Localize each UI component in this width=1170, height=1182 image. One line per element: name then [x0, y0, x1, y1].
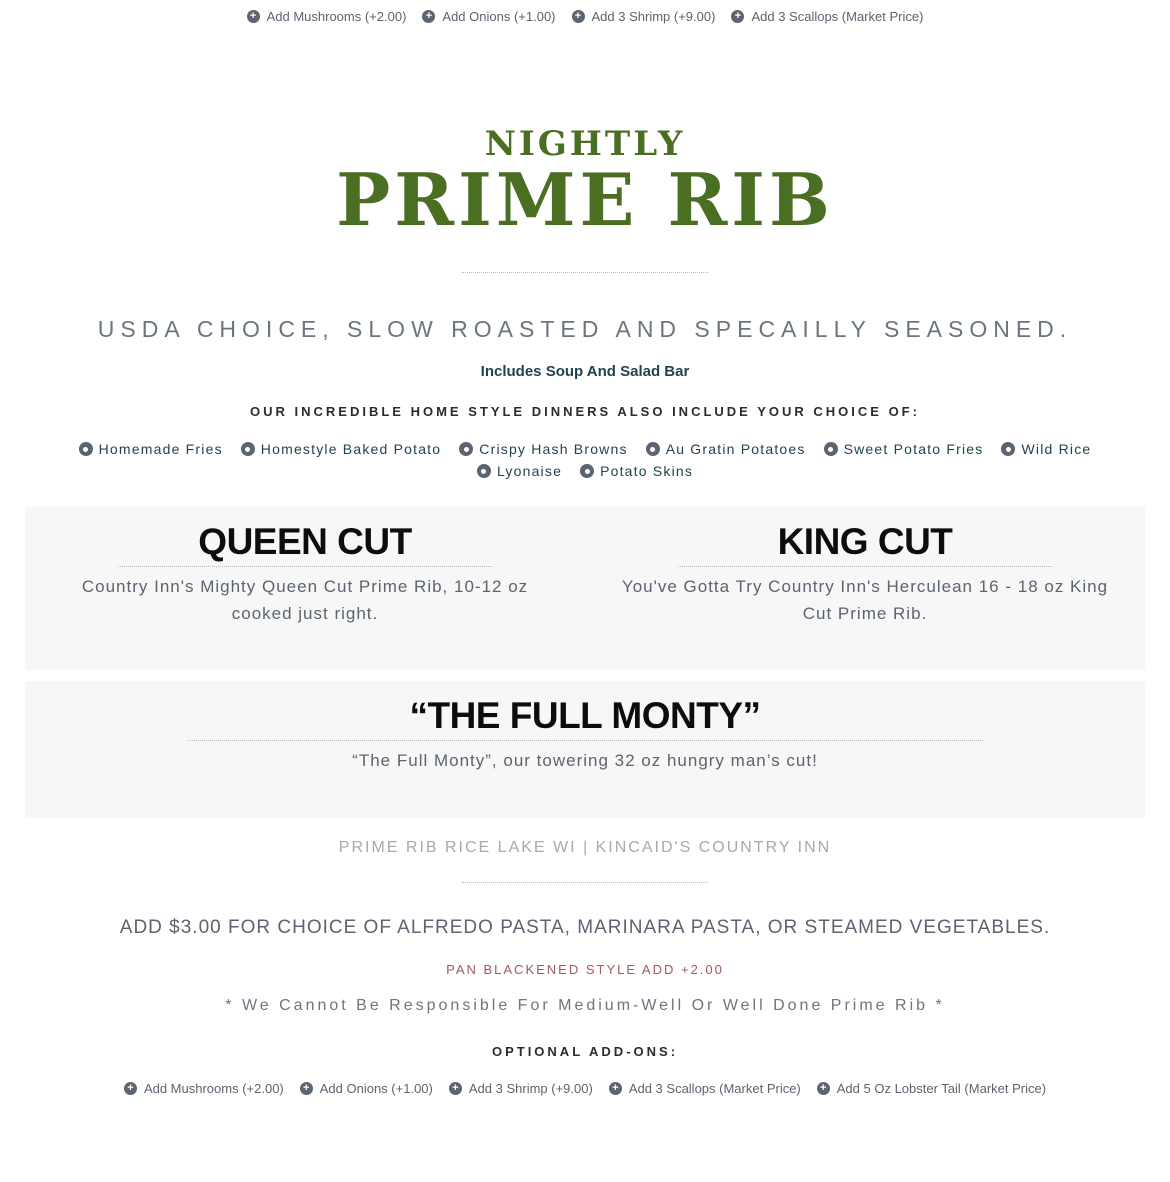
bottom-addons-list: [0, 1081, 1170, 1096]
side-label: Au Gratin Potatoes: [665, 441, 806, 457]
side-option[interactable]: [1001, 441, 1091, 457]
side-label: Crispy Hash Browns: [479, 441, 628, 457]
addon-label: Add 3 Shrimp (+9.00): [591, 9, 716, 24]
side-option[interactable]: [646, 441, 806, 457]
plus-circle-icon: +: [731, 10, 744, 23]
radio-dot-icon: [646, 442, 660, 456]
optional-addons-heading: OPTIONAL ADD-ONS:: [491, 1044, 679, 1059]
addon-label: Add 5 Oz Lobster Tail (Market Price): [836, 1081, 1047, 1096]
addon-item[interactable]: [731, 9, 923, 24]
addon-item[interactable]: [572, 9, 716, 24]
queen-cut-card: [55, 520, 555, 627]
addon-label: Add Onions (+1.00): [442, 9, 556, 24]
side-option[interactable]: [580, 463, 693, 479]
title-big: PRIME RIB: [336, 157, 834, 242]
king-cut-divider: [678, 566, 1053, 567]
side-option[interactable]: [477, 463, 562, 479]
footer-divider: [462, 882, 708, 883]
tagline: USDA CHOICE, SLOW ROASTED AND SPECAILLY SEASONED.: [97, 316, 1073, 342]
side-option[interactable]: [241, 441, 441, 457]
monty-cut-divider: [188, 740, 983, 741]
side-option[interactable]: [79, 441, 223, 457]
plus-circle-icon: +: [572, 10, 585, 23]
side-label: Lyonaise: [496, 463, 563, 479]
queen-cut-desc: Country Inn's Mighty Queen Cut Prime Rib, 10-12 oz cooked just right.: [81, 577, 529, 623]
radio-dot-icon: [241, 442, 255, 456]
title-divider: [462, 272, 708, 273]
cuts-panel: [25, 507, 1145, 670]
addon-item[interactable]: [817, 1081, 1046, 1096]
radio-dot-icon: [824, 442, 838, 456]
side-label: Homemade Fries: [98, 441, 223, 457]
side-option[interactable]: [459, 441, 627, 457]
radio-dot-icon: [477, 464, 491, 478]
addon-label: Add Onions (+1.00): [319, 1081, 433, 1096]
side-label: Sweet Potato Fries: [843, 441, 984, 457]
plus-circle-icon: +: [247, 10, 260, 23]
addon-label: Add Mushrooms (+2.00): [266, 9, 407, 24]
top-addons-list: [0, 9, 1170, 24]
addon-item[interactable]: [124, 1081, 284, 1096]
king-cut-title: KING CUT: [777, 521, 953, 562]
plus-circle-icon: +: [609, 1082, 622, 1095]
addon-label: Add 3 Scallops (Market Price): [751, 9, 924, 24]
pan-blackened-note: PAN BLACKENED STYLE ADD +2.00: [446, 962, 724, 977]
addon-item[interactable]: [449, 1081, 593, 1096]
radio-dot-icon: [580, 464, 594, 478]
monty-cut-card: [85, 694, 1085, 774]
addon-item[interactable]: [300, 1081, 433, 1096]
includes-text: Includes Soup And Salad Bar: [480, 363, 690, 380]
monty-cut-title: “THE FULL MONTY”: [409, 695, 761, 736]
queen-cut-title: QUEEN CUT: [198, 521, 412, 562]
radio-dot-icon: [459, 442, 473, 456]
side-label: Wild Rice: [1021, 441, 1092, 457]
plus-circle-icon: +: [817, 1082, 830, 1095]
side-option[interactable]: [824, 441, 984, 457]
king-cut-desc: You've Gotta Try Country Inn's Herculean 16 - 18 oz King Cut Prime Rib.: [621, 577, 1109, 623]
addon-label: Add 3 Scallops (Market Price): [628, 1081, 801, 1096]
side-label: Potato Skins: [600, 463, 694, 479]
add-pasta-note: ADD $3.00 FOR CHOICE OF ALFREDO PASTA, MARINARA PASTA, OR STEAMED VEGETABLES.: [119, 917, 1051, 938]
sides-list: [40, 441, 1130, 479]
side-label: Homestyle Baked Potato: [260, 441, 442, 457]
title-small: NIGHTLY: [484, 124, 686, 164]
addon-label: Add Mushrooms (+2.00): [143, 1081, 284, 1096]
queen-cut-divider: [118, 566, 493, 567]
disclaimer: * We Cannot Be Responsible For Medium-Well Or Well Done Prime Rib *: [225, 997, 945, 1014]
choice-heading: OUR INCREDIBLE HOME STYLE DINNERS ALSO INCLUDE YOUR CHOICE OF:: [250, 404, 920, 419]
monty-cut-desc: “The Full Monty”, our towering 32 oz hungry man’s cut!: [352, 751, 818, 770]
addon-item[interactable]: [422, 9, 555, 24]
page-title: [0, 122, 1170, 242]
king-cut-card: [615, 520, 1115, 627]
addon-item[interactable]: [247, 9, 407, 24]
addon-label: Add 3 Shrimp (+9.00): [468, 1081, 593, 1096]
footer-tagline: PRIME RIB RICE LAKE WI | KINCAID'S COUNTRY INN: [338, 839, 832, 856]
addon-item[interactable]: [609, 1081, 801, 1096]
radio-dot-icon: [79, 442, 93, 456]
plus-circle-icon: +: [300, 1082, 313, 1095]
monty-panel: [25, 681, 1145, 818]
plus-circle-icon: +: [449, 1082, 462, 1095]
plus-circle-icon: +: [422, 10, 435, 23]
radio-dot-icon: [1001, 442, 1015, 456]
plus-circle-icon: +: [124, 1082, 137, 1095]
